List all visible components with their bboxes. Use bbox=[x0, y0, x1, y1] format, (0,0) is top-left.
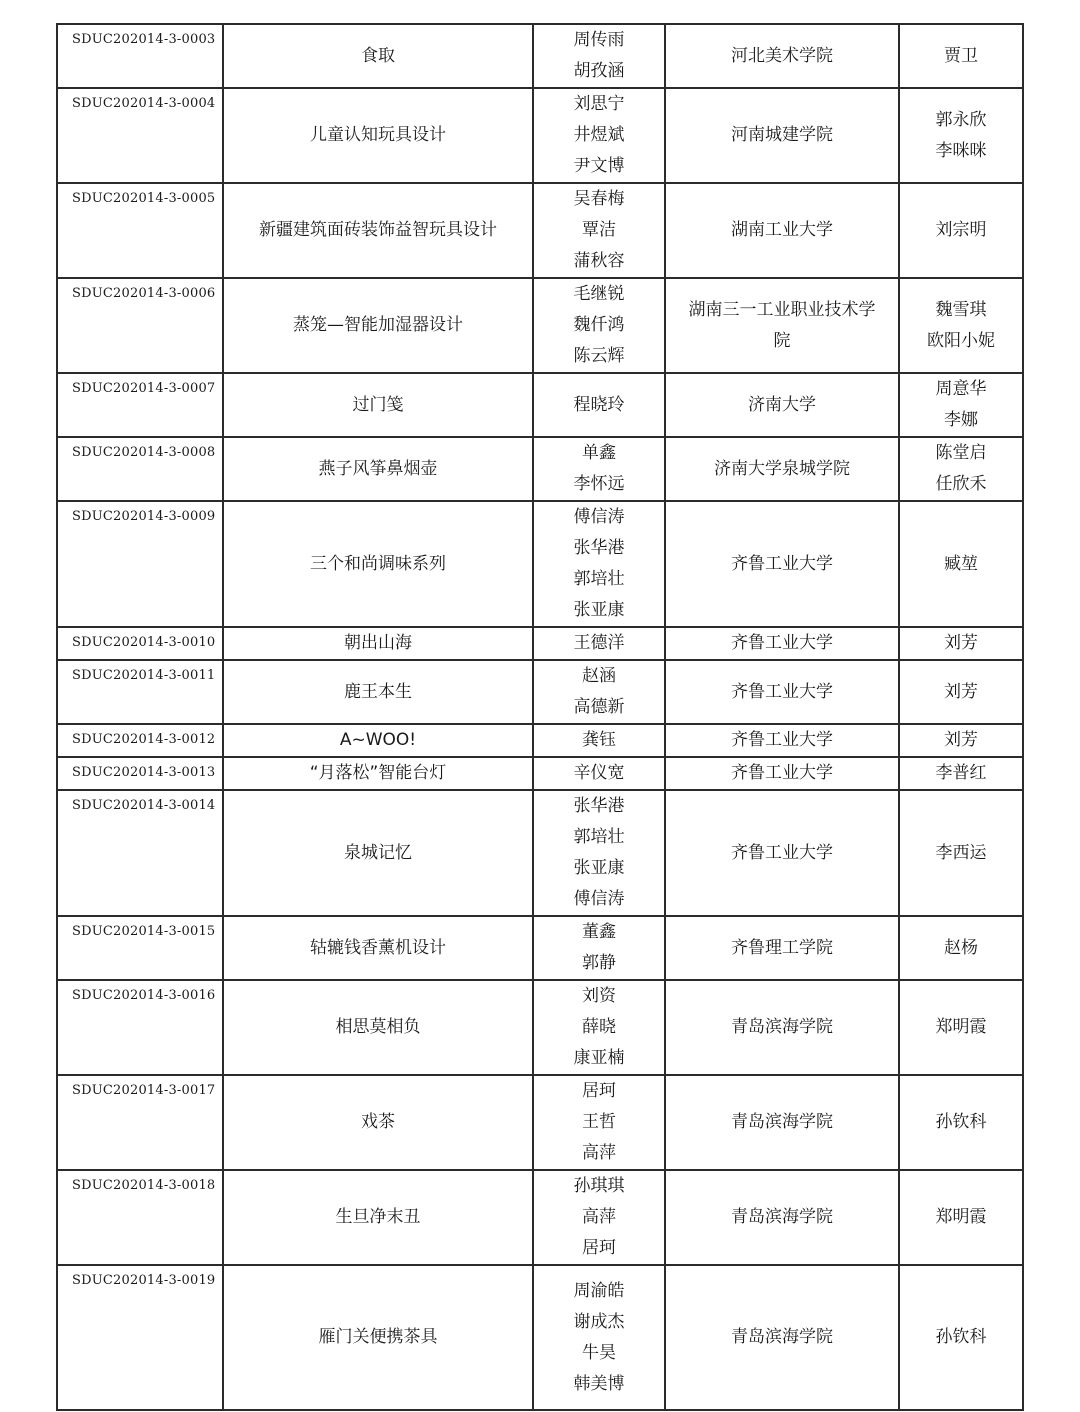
mentor-name: 陈堂启 bbox=[935, 443, 987, 463]
entry-id: SDUC202014-3-0011 bbox=[57, 660, 223, 724]
member-name: 胡孜涵 bbox=[573, 61, 625, 81]
entry-mentors bbox=[899, 1265, 1023, 1410]
member-name: 居珂 bbox=[582, 1238, 616, 1258]
table-row bbox=[57, 1265, 1023, 1410]
member-name: 程晓玲 bbox=[573, 394, 625, 415]
entry-school: 青岛滨海学院 bbox=[665, 1075, 899, 1170]
entry-mentors bbox=[899, 88, 1023, 183]
member-name: 郭培壮 bbox=[573, 569, 625, 589]
entry-title: 轱辘钱香薰机设计 bbox=[223, 916, 533, 980]
mentor-name: 孙钦科 bbox=[935, 1112, 987, 1132]
entry-members bbox=[533, 1265, 665, 1410]
member-name: 王哲 bbox=[582, 1112, 616, 1132]
member-name: 覃洁 bbox=[582, 220, 616, 240]
entry-school: 齐鲁工业大学 bbox=[665, 627, 899, 660]
entry-mentors bbox=[899, 1170, 1023, 1265]
table-row bbox=[57, 373, 1023, 437]
entry-title: 戏茶 bbox=[223, 1075, 533, 1170]
member-name: 吴春梅 bbox=[573, 189, 625, 209]
member-name: 蒲秋容 bbox=[573, 251, 625, 271]
table-row bbox=[57, 916, 1023, 980]
table-row bbox=[57, 437, 1023, 501]
mentor-name: 郑明霞 bbox=[935, 1207, 987, 1227]
entry-title: 生旦净末丑 bbox=[223, 1170, 533, 1265]
mentor-name: 刘芳 bbox=[944, 730, 978, 750]
entry-school: 湖南工业大学 bbox=[665, 183, 899, 278]
entry-id: SDUC202014-3-0003 bbox=[57, 24, 223, 88]
entry-mentors bbox=[899, 24, 1023, 88]
member-name: 韩美博 bbox=[573, 1373, 625, 1394]
member-name: 张亚康 bbox=[573, 600, 625, 620]
entry-id: SDUC202014-3-0017 bbox=[57, 1075, 223, 1170]
entry-title: A~WOO! bbox=[223, 724, 533, 757]
mentor-name: 李娜 bbox=[944, 410, 978, 430]
entry-school bbox=[665, 278, 899, 373]
entry-school: 济南大学 bbox=[665, 373, 899, 437]
entry-school: 青岛滨海学院 bbox=[665, 980, 899, 1075]
entry-id: SDUC202014-3-0013 bbox=[57, 757, 223, 790]
entry-id: SDUC202014-3-0015 bbox=[57, 916, 223, 980]
entry-title: 三个和尚调味系列 bbox=[223, 501, 533, 627]
entry-school: 齐鲁工业大学 bbox=[665, 757, 899, 790]
entry-school: 齐鲁工业大学 bbox=[665, 501, 899, 627]
entry-school: 齐鲁工业大学 bbox=[665, 724, 899, 757]
table-row bbox=[57, 88, 1023, 183]
entry-members bbox=[533, 88, 665, 183]
mentor-name: 任欣禾 bbox=[935, 474, 987, 494]
entry-id: SDUC202014-3-0009 bbox=[57, 501, 223, 627]
member-name: 张华港 bbox=[573, 538, 625, 558]
mentor-name: 李咪咪 bbox=[935, 140, 987, 161]
table-row bbox=[57, 1075, 1023, 1170]
entry-title: “月落松”智能台灯 bbox=[223, 757, 533, 790]
table-row bbox=[57, 1170, 1023, 1265]
entry-mentors bbox=[899, 980, 1023, 1075]
table-row bbox=[57, 627, 1023, 660]
member-name: 周渝皓 bbox=[573, 1280, 625, 1301]
entry-members bbox=[533, 1075, 665, 1170]
entry-members bbox=[533, 724, 665, 757]
entry-title: 新疆建筑面砖装饰益智玩具设计 bbox=[223, 183, 533, 278]
entry-mentors bbox=[899, 437, 1023, 501]
entry-members bbox=[533, 916, 665, 980]
entry-title: 朝出山海 bbox=[223, 627, 533, 660]
member-name: 居珂 bbox=[582, 1081, 616, 1101]
member-name: 张华港 bbox=[573, 796, 625, 816]
member-name: 孙琪琪 bbox=[573, 1176, 625, 1196]
entry-members bbox=[533, 660, 665, 724]
entry-mentors bbox=[899, 501, 1023, 627]
mentor-name: 赵杨 bbox=[944, 937, 978, 958]
entry-title: 燕子风筝鼻烟壶 bbox=[223, 437, 533, 501]
entry-mentors bbox=[899, 373, 1023, 437]
entry-mentors bbox=[899, 1075, 1023, 1170]
member-name: 薛晓 bbox=[582, 1017, 616, 1037]
entry-id: SDUC202014-3-0016 bbox=[57, 980, 223, 1075]
entry-mentors bbox=[899, 183, 1023, 278]
entry-school: 河南城建学院 bbox=[665, 88, 899, 183]
entry-members bbox=[533, 980, 665, 1075]
member-name: 龚钰 bbox=[582, 730, 616, 750]
member-name: 单鑫 bbox=[582, 443, 616, 463]
entry-title: 相思莫相负 bbox=[223, 980, 533, 1075]
entry-id: SDUC202014-3-0012 bbox=[57, 724, 223, 757]
member-name: 谢成杰 bbox=[573, 1311, 625, 1332]
member-name: 高萍 bbox=[582, 1207, 616, 1227]
member-name: 王德洋 bbox=[573, 633, 625, 653]
entry-members bbox=[533, 501, 665, 627]
member-name: 牛昊 bbox=[582, 1342, 616, 1363]
mentor-name: 刘宗明 bbox=[935, 220, 987, 240]
mentor-name: 李西运 bbox=[935, 842, 987, 863]
entry-school: 齐鲁理工学院 bbox=[665, 916, 899, 980]
member-name: 傅信涛 bbox=[573, 889, 625, 909]
entry-title: 鹿王本生 bbox=[223, 660, 533, 724]
member-name: 周传雨 bbox=[573, 30, 625, 50]
table-row bbox=[57, 790, 1023, 916]
entry-members bbox=[533, 278, 665, 373]
entry-members bbox=[533, 24, 665, 88]
entry-title: 泉城记忆 bbox=[223, 790, 533, 916]
mentor-name: 孙钦科 bbox=[935, 1327, 987, 1347]
table-row bbox=[57, 724, 1023, 757]
entry-title: 食取 bbox=[223, 24, 533, 88]
entry-id: SDUC202014-3-0018 bbox=[57, 1170, 223, 1265]
entry-title: 雁门关便携茶具 bbox=[223, 1265, 533, 1410]
table-row bbox=[57, 278, 1023, 373]
member-name: 张亚康 bbox=[573, 858, 625, 878]
mentor-name: 刘芳 bbox=[944, 681, 978, 702]
award-table bbox=[56, 23, 1024, 1411]
entry-school: 青岛滨海学院 bbox=[665, 1265, 899, 1410]
entry-members bbox=[533, 627, 665, 660]
entry-members bbox=[533, 437, 665, 501]
entry-school: 齐鲁工业大学 bbox=[665, 660, 899, 724]
member-name: 郭培壮 bbox=[573, 827, 625, 847]
table-row bbox=[57, 660, 1023, 724]
entry-school: 河北美术学院 bbox=[665, 24, 899, 88]
entry-school: 济南大学泉城学院 bbox=[665, 437, 899, 501]
mentor-name: 刘芳 bbox=[944, 633, 978, 653]
member-name: 尹文博 bbox=[573, 156, 625, 176]
member-name: 高萍 bbox=[582, 1143, 616, 1163]
entry-id: SDUC202014-3-0019 bbox=[57, 1265, 223, 1410]
entry-mentors bbox=[899, 724, 1023, 757]
member-name: 刘资 bbox=[582, 986, 616, 1006]
member-name: 高德新 bbox=[573, 697, 625, 717]
entry-title: 过门笺 bbox=[223, 373, 533, 437]
member-name: 傅信涛 bbox=[573, 507, 625, 527]
entry-mentors bbox=[899, 627, 1023, 660]
entry-title: 儿童认知玩具设计 bbox=[223, 88, 533, 183]
table-row bbox=[57, 183, 1023, 278]
mentor-name: 李普红 bbox=[935, 763, 987, 783]
entry-mentors bbox=[899, 757, 1023, 790]
table-row bbox=[57, 980, 1023, 1075]
school-line: 院 bbox=[773, 330, 791, 351]
entry-school: 齐鲁工业大学 bbox=[665, 790, 899, 916]
entry-id: SDUC202014-3-0010 bbox=[57, 627, 223, 660]
entry-members bbox=[533, 1170, 665, 1265]
member-name: 赵涵 bbox=[582, 666, 616, 686]
entry-members bbox=[533, 183, 665, 278]
entry-members bbox=[533, 373, 665, 437]
mentor-name: 周意华 bbox=[935, 379, 987, 399]
mentor-name: 魏雪琪 bbox=[935, 299, 987, 320]
mentor-name: 欧阳小妮 bbox=[927, 330, 995, 351]
entry-mentors bbox=[899, 660, 1023, 724]
entry-id: SDUC202014-3-0007 bbox=[57, 373, 223, 437]
mentor-name: 贾卫 bbox=[944, 45, 978, 66]
member-name: 李怀远 bbox=[573, 474, 625, 494]
school-line: 湖南三一工业职业技术学 bbox=[688, 299, 876, 320]
entry-members bbox=[533, 790, 665, 916]
entry-mentors bbox=[899, 790, 1023, 916]
entry-mentors bbox=[899, 278, 1023, 373]
mentor-name: 郑明霞 bbox=[935, 1017, 987, 1037]
entry-id: SDUC202014-3-0014 bbox=[57, 790, 223, 916]
entry-mentors bbox=[899, 916, 1023, 980]
member-name: 魏仟鸿 bbox=[573, 315, 625, 335]
member-name: 刘思宁 bbox=[573, 94, 625, 114]
member-name: 毛继锐 bbox=[573, 284, 625, 304]
member-name: 辛仪宽 bbox=[573, 763, 625, 783]
member-name: 陈云辉 bbox=[573, 346, 625, 366]
entry-school: 青岛滨海学院 bbox=[665, 1170, 899, 1265]
member-name: 董鑫 bbox=[582, 922, 616, 942]
mentor-name: 郭永欣 bbox=[935, 109, 987, 130]
table-row bbox=[57, 501, 1023, 627]
entry-id: SDUC202014-3-0008 bbox=[57, 437, 223, 501]
member-name: 康亚楠 bbox=[573, 1048, 625, 1068]
entry-id: SDUC202014-3-0006 bbox=[57, 278, 223, 373]
table-row bbox=[57, 24, 1023, 88]
member-name: 井煜斌 bbox=[573, 125, 625, 145]
entry-id: SDUC202014-3-0005 bbox=[57, 183, 223, 278]
table-row bbox=[57, 757, 1023, 790]
mentor-name: 臧堃 bbox=[944, 553, 978, 574]
table-body bbox=[57, 24, 1023, 1410]
entry-members bbox=[533, 757, 665, 790]
entry-title: 蒸笼—智能加湿器设计 bbox=[223, 278, 533, 373]
entry-id: SDUC202014-3-0004 bbox=[57, 88, 223, 183]
member-name: 郭静 bbox=[582, 953, 616, 973]
